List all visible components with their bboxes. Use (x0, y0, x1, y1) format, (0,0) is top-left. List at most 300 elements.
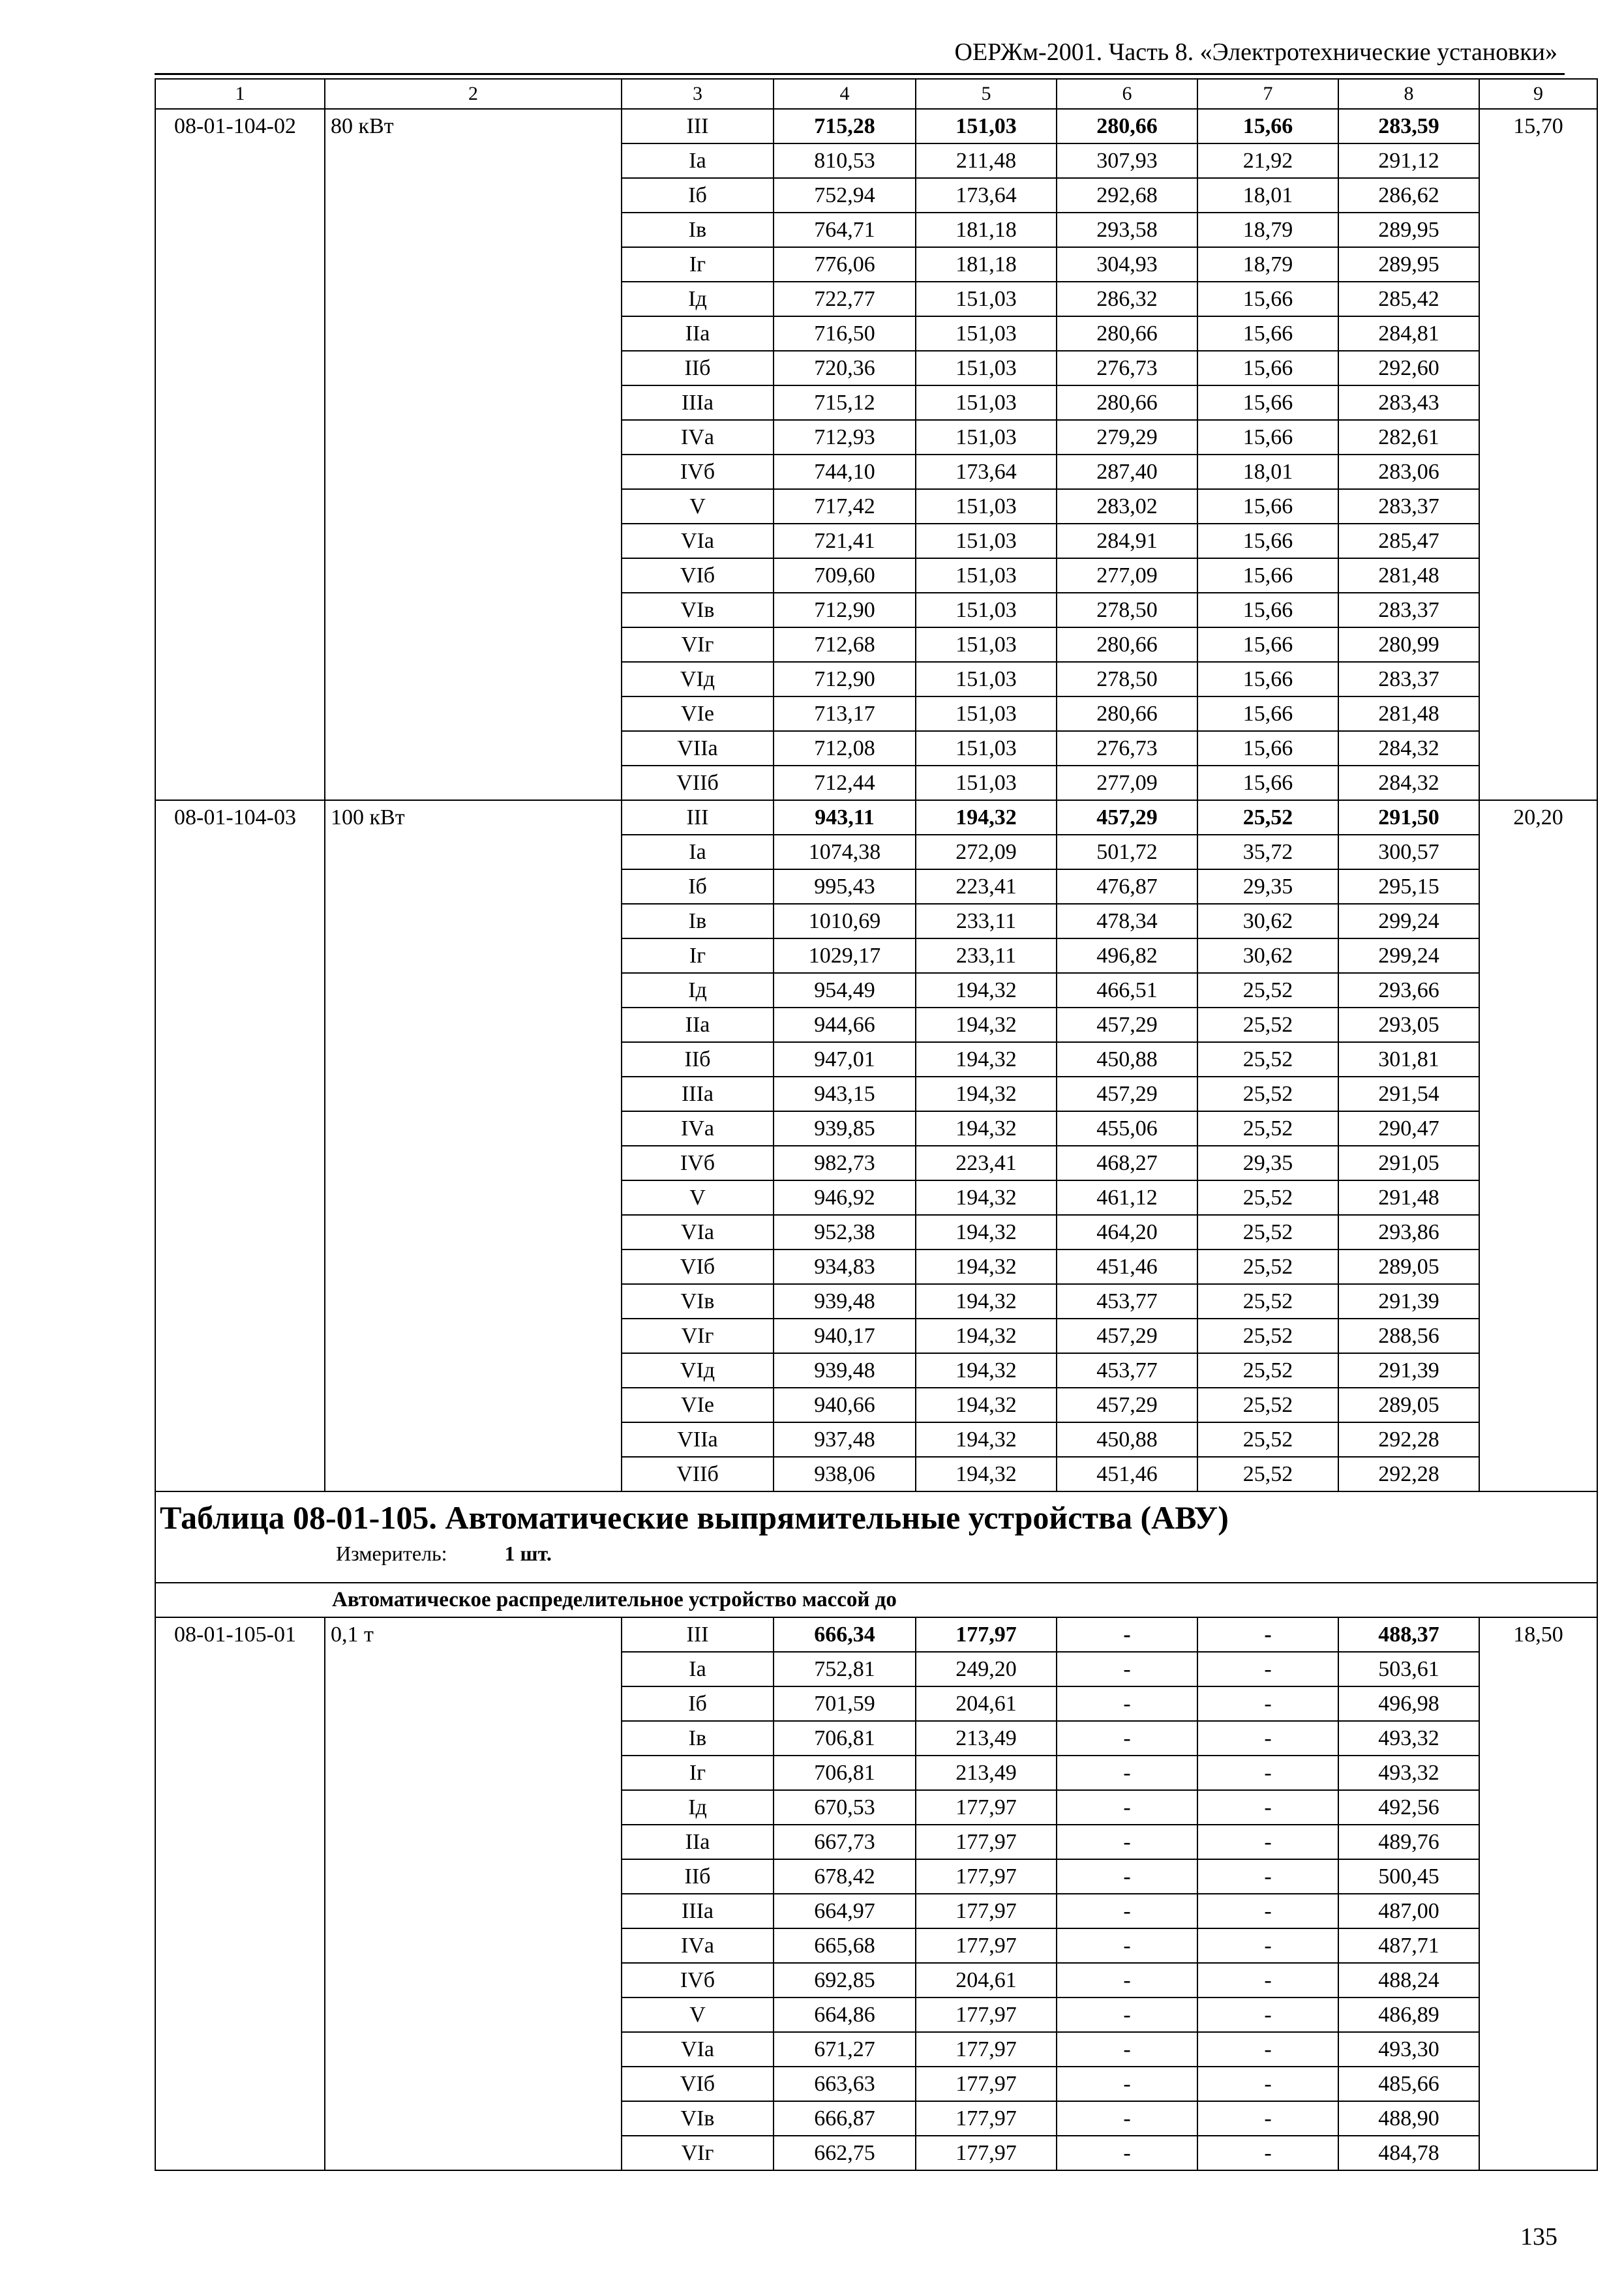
zone-cell: III (622, 1617, 774, 1652)
value-cell: 764,71 (774, 213, 916, 247)
value-cell: 194,32 (916, 1077, 1057, 1111)
value-cell: 503,61 (1338, 1652, 1479, 1686)
value-cell: 291,12 (1338, 143, 1479, 178)
zone-cell: Iа (622, 1652, 774, 1686)
value-cell: - (1057, 1894, 1197, 1928)
zone-cell: V (622, 1997, 774, 2032)
rate-description: 0,1 т (325, 1617, 622, 2170)
value-cell: - (1197, 1721, 1338, 1756)
zone-cell: V (622, 489, 774, 524)
value-cell: 461,12 (1057, 1180, 1197, 1215)
value-cell: 30,62 (1197, 904, 1338, 938)
zone-cell: VIе (622, 1388, 774, 1422)
value-cell: - (1197, 1652, 1338, 1686)
value-cell: 15,66 (1197, 282, 1338, 316)
value-cell: 177,97 (916, 1997, 1057, 2032)
value-cell: 289,05 (1338, 1249, 1479, 1284)
value-cell: 715,12 (774, 385, 916, 420)
value-cell: 450,88 (1057, 1422, 1197, 1457)
value-cell: 15,66 (1197, 420, 1338, 455)
value-cell: 194,32 (916, 1457, 1057, 1491)
value-cell: - (1197, 1617, 1338, 1652)
zone-cell: Iб (622, 869, 774, 904)
value-cell: 457,29 (1057, 1008, 1197, 1042)
value-cell: 496,82 (1057, 938, 1197, 973)
table-105-caption-row (155, 1491, 1597, 1583)
value-cell: 292,28 (1338, 1457, 1479, 1491)
table-row (155, 1617, 1597, 1652)
value-cell: 451,46 (1057, 1457, 1197, 1491)
value-cell: - (1057, 1790, 1197, 1825)
value-cell: 484,78 (1338, 2136, 1479, 2170)
zone-cell: Iг (622, 938, 774, 973)
value-cell: - (1057, 1859, 1197, 1894)
table-105-subheading-row (155, 1583, 1597, 1617)
value-cell: 25,52 (1197, 1388, 1338, 1422)
value-cell: 194,32 (916, 1008, 1057, 1042)
value-cell: 291,48 (1338, 1180, 1479, 1215)
value-cell: 716,50 (774, 316, 916, 351)
zone-cell: VIе (622, 696, 774, 731)
table-row (155, 800, 1597, 835)
zone-cell: IVа (622, 1928, 774, 1963)
zone-cell: VIб (622, 1249, 774, 1284)
value-cell: 712,08 (774, 731, 916, 766)
value-cell: 666,87 (774, 2101, 916, 2136)
table-105-caption (155, 1491, 1597, 1583)
value-cell: 151,03 (916, 766, 1057, 800)
column-number: 7 (1197, 79, 1338, 109)
value-cell: 280,66 (1057, 696, 1197, 731)
zone-cell: VIа (622, 1215, 774, 1249)
zone-cell: VIIб (622, 766, 774, 800)
value-cell: 670,53 (774, 1790, 916, 1825)
value-cell: 937,48 (774, 1422, 916, 1457)
value-cell: 457,29 (1057, 800, 1197, 835)
zone-cell: Iд (622, 1790, 774, 1825)
value-cell: 177,97 (916, 1859, 1057, 1894)
zone-cell: Iа (622, 835, 774, 869)
zone-cell: Iб (622, 1686, 774, 1721)
value-cell: 25,52 (1197, 1180, 1338, 1215)
value-cell: 952,38 (774, 1215, 916, 1249)
value-cell: 722,77 (774, 282, 916, 316)
value-cell: 493,32 (1338, 1721, 1479, 1756)
value-cell: 810,53 (774, 143, 916, 178)
value-cell: 272,09 (916, 835, 1057, 869)
value-cell: 177,97 (916, 2136, 1057, 2170)
page-number: 135 (1520, 2223, 1557, 2251)
value-cell: 299,24 (1338, 938, 1479, 973)
value-cell: 25,52 (1197, 1249, 1338, 1284)
value-cell: 151,03 (916, 558, 1057, 593)
value-cell: 15,66 (1197, 351, 1338, 385)
value-cell: 29,35 (1197, 1146, 1338, 1180)
value-cell: 18,01 (1197, 455, 1338, 489)
value-cell: 288,56 (1338, 1319, 1479, 1353)
zone-cell: VIд (622, 1353, 774, 1388)
value-cell: 194,32 (916, 1042, 1057, 1077)
value-cell: 194,32 (916, 1215, 1057, 1249)
value-cell: 487,00 (1338, 1894, 1479, 1928)
value-cell: 25,52 (1197, 1284, 1338, 1319)
value-cell: 25,52 (1197, 1077, 1338, 1111)
zone-cell: VIд (622, 662, 774, 696)
value-cell: 665,68 (774, 1928, 916, 1963)
rates-table (155, 78, 1598, 2171)
value-cell: 151,03 (916, 524, 1057, 558)
value-cell: 25,52 (1197, 1457, 1338, 1491)
value-cell: 478,34 (1057, 904, 1197, 938)
value-cell: 671,27 (774, 2032, 916, 2067)
column-number: 6 (1057, 79, 1197, 109)
value-cell: 493,32 (1338, 1756, 1479, 1790)
value-cell: 15,66 (1197, 558, 1338, 593)
value-cell: 249,20 (916, 1652, 1057, 1686)
zone-cell: VIа (622, 524, 774, 558)
value-cell: 300,57 (1338, 835, 1479, 869)
value-cell: 286,62 (1338, 178, 1479, 213)
rate-value: 15,70 (1479, 109, 1597, 800)
value-cell: 194,32 (916, 973, 1057, 1008)
value-cell: 277,09 (1057, 766, 1197, 800)
rate-description: 100 кВт (325, 800, 622, 1491)
value-cell: 194,32 (916, 1353, 1057, 1388)
value-cell: 293,86 (1338, 1215, 1479, 1249)
value-cell: 213,49 (916, 1721, 1057, 1756)
value-cell: 283,02 (1057, 489, 1197, 524)
value-cell: 151,03 (916, 662, 1057, 696)
value-cell: 453,77 (1057, 1284, 1197, 1319)
value-cell: 466,51 (1057, 973, 1197, 1008)
column-number: 4 (774, 79, 916, 109)
zone-cell: Iд (622, 973, 774, 1008)
value-cell: - (1057, 1963, 1197, 1997)
value-cell: - (1057, 2101, 1197, 2136)
value-cell: 151,03 (916, 109, 1057, 143)
value-cell: 194,32 (916, 1249, 1057, 1284)
value-cell: 489,76 (1338, 1825, 1479, 1859)
value-cell: 934,83 (774, 1249, 916, 1284)
value-cell: 173,64 (916, 455, 1057, 489)
value-cell: 194,32 (916, 1388, 1057, 1422)
value-cell: 943,15 (774, 1077, 916, 1111)
value-cell: 25,52 (1197, 1042, 1338, 1077)
value-cell: 712,68 (774, 627, 916, 662)
zone-cell: IIIа (622, 1894, 774, 1928)
value-cell: 457,29 (1057, 1388, 1197, 1422)
value-cell: 280,99 (1338, 627, 1479, 662)
value-cell: 151,03 (916, 420, 1057, 455)
value-cell: 276,73 (1057, 351, 1197, 385)
value-cell: 25,52 (1197, 1008, 1338, 1042)
value-cell: 492,56 (1338, 1790, 1479, 1825)
value-cell: 35,72 (1197, 835, 1338, 869)
value-cell: 21,92 (1197, 143, 1338, 178)
value-cell: 712,93 (774, 420, 916, 455)
value-cell: 151,03 (916, 696, 1057, 731)
value-cell: 283,37 (1338, 489, 1479, 524)
zone-cell: Iб (622, 178, 774, 213)
value-cell: - (1057, 1928, 1197, 1963)
value-cell: - (1197, 1928, 1338, 1963)
value-cell: 151,03 (916, 351, 1057, 385)
value-cell: 943,11 (774, 800, 916, 835)
value-cell: 488,90 (1338, 2101, 1479, 2136)
value-cell: 151,03 (916, 489, 1057, 524)
value-cell: - (1197, 1825, 1338, 1859)
value-cell: 946,92 (774, 1180, 916, 1215)
value-cell: 493,30 (1338, 2032, 1479, 2067)
value-cell: 299,24 (1338, 904, 1479, 938)
value-cell: 293,05 (1338, 1008, 1479, 1042)
value-cell: 295,15 (1338, 869, 1479, 904)
value-cell: 709,60 (774, 558, 916, 593)
value-cell: - (1057, 2136, 1197, 2170)
value-cell: 292,68 (1057, 178, 1197, 213)
value-cell: - (1197, 1790, 1338, 1825)
zone-cell: III (622, 800, 774, 835)
value-cell: 283,59 (1338, 109, 1479, 143)
zone-cell: VIIа (622, 731, 774, 766)
value-cell: 476,87 (1057, 869, 1197, 904)
value-cell: 776,06 (774, 247, 916, 282)
value-cell: 291,39 (1338, 1284, 1479, 1319)
value-cell: 283,43 (1338, 385, 1479, 420)
value-cell: 664,86 (774, 1997, 916, 2032)
value-cell: 25,52 (1197, 973, 1338, 1008)
unit-label: Измеритель: (336, 1542, 447, 1565)
zone-cell: Iг (622, 1756, 774, 1790)
table-105-subheading: Автоматическое распределительное устройство массой до (155, 1583, 1597, 1617)
column-number: 8 (1338, 79, 1479, 109)
value-cell: 283,37 (1338, 593, 1479, 627)
value-cell: 280,66 (1057, 316, 1197, 351)
value-cell: - (1197, 2032, 1338, 2067)
value-cell: 291,39 (1338, 1353, 1479, 1388)
value-cell: 177,97 (916, 1894, 1057, 1928)
zone-cell: III (622, 109, 774, 143)
value-cell: 292,60 (1338, 351, 1479, 385)
value-cell: 194,32 (916, 1422, 1057, 1457)
value-cell: 213,49 (916, 1756, 1057, 1790)
zone-cell: V (622, 1180, 774, 1215)
value-cell: 284,32 (1338, 731, 1479, 766)
value-cell: 25,52 (1197, 1215, 1338, 1249)
zone-cell: IIа (622, 1825, 774, 1859)
zone-cell: Iг (622, 247, 774, 282)
value-cell: - (1197, 1894, 1338, 1928)
value-cell: 151,03 (916, 731, 1057, 766)
value-cell: - (1197, 2136, 1338, 2170)
value-cell: 488,37 (1338, 1617, 1479, 1652)
value-cell: 151,03 (916, 385, 1057, 420)
value-cell: 15,66 (1197, 766, 1338, 800)
value-cell: 301,81 (1338, 1042, 1479, 1077)
value-cell: 289,95 (1338, 213, 1479, 247)
value-cell: 293,66 (1338, 973, 1479, 1008)
value-cell: 292,28 (1338, 1422, 1479, 1457)
value-cell: 15,66 (1197, 731, 1338, 766)
value-cell: 173,64 (916, 178, 1057, 213)
value-cell: - (1197, 1686, 1338, 1721)
value-cell: 464,20 (1057, 1215, 1197, 1249)
value-cell: 457,29 (1057, 1077, 1197, 1111)
value-cell: 940,66 (774, 1388, 916, 1422)
value-cell: 277,09 (1057, 558, 1197, 593)
value-cell: - (1057, 1756, 1197, 1790)
value-cell: 25,52 (1197, 1319, 1338, 1353)
column-number: 9 (1479, 79, 1597, 109)
value-cell: 304,93 (1057, 247, 1197, 282)
value-cell: 287,40 (1057, 455, 1197, 489)
rate-description: 80 кВт (325, 109, 622, 800)
value-cell: 939,48 (774, 1284, 916, 1319)
value-cell: 944,66 (774, 1008, 916, 1042)
value-cell: 500,45 (1338, 1859, 1479, 1894)
rate-code: 08-01-104-02 (155, 109, 325, 800)
value-cell: 290,47 (1338, 1111, 1479, 1146)
rate-code: 08-01-105-01 (155, 1617, 325, 2170)
zone-cell: VIIа (622, 1422, 774, 1457)
value-cell: 501,72 (1057, 835, 1197, 869)
column-number-row (155, 79, 1597, 109)
value-cell: - (1197, 1963, 1338, 1997)
value-cell: 204,61 (916, 1963, 1057, 1997)
value-cell: 15,66 (1197, 662, 1338, 696)
column-number: 1 (155, 79, 325, 109)
zone-cell: IIIа (622, 385, 774, 420)
value-cell: 706,81 (774, 1721, 916, 1756)
value-cell: 177,97 (916, 2032, 1057, 2067)
value-cell: 1010,69 (774, 904, 916, 938)
value-cell: - (1057, 1617, 1197, 1652)
value-cell: 717,42 (774, 489, 916, 524)
zone-cell: IVа (622, 1111, 774, 1146)
running-header: ОЕРЖм-2001. Часть 8. «Электротехнические установки» (954, 38, 1557, 66)
value-cell: 283,06 (1338, 455, 1479, 489)
zone-cell: VIв (622, 1284, 774, 1319)
value-cell: 485,66 (1338, 2067, 1479, 2101)
value-cell: - (1197, 2067, 1338, 2101)
value-cell: 151,03 (916, 593, 1057, 627)
value-cell: 281,48 (1338, 696, 1479, 731)
value-cell: 496,98 (1338, 1686, 1479, 1721)
zone-cell: VIг (622, 2136, 774, 2170)
value-cell: 286,32 (1057, 282, 1197, 316)
value-cell: 721,41 (774, 524, 916, 558)
value-cell: 194,32 (916, 800, 1057, 835)
value-cell: 712,90 (774, 662, 916, 696)
zone-cell: IVб (622, 1963, 774, 1997)
value-cell: 284,32 (1338, 766, 1479, 800)
value-cell: 293,58 (1057, 213, 1197, 247)
value-cell: - (1057, 1825, 1197, 1859)
value-cell: 453,77 (1057, 1353, 1197, 1388)
value-cell: - (1057, 1721, 1197, 1756)
value-cell: 451,46 (1057, 1249, 1197, 1284)
value-cell: 954,49 (774, 973, 916, 1008)
zone-cell: IIб (622, 1859, 774, 1894)
value-cell: 450,88 (1057, 1042, 1197, 1077)
value-cell: 194,32 (916, 1180, 1057, 1215)
value-cell: 307,93 (1057, 143, 1197, 178)
value-cell: 284,81 (1338, 316, 1479, 351)
value-cell: 15,66 (1197, 627, 1338, 662)
value-cell: 289,05 (1338, 1388, 1479, 1422)
value-cell: 752,81 (774, 1652, 916, 1686)
zone-cell: IIа (622, 316, 774, 351)
zone-cell: IIа (622, 1008, 774, 1042)
value-cell: 18,79 (1197, 213, 1338, 247)
value-cell: 18,79 (1197, 247, 1338, 282)
value-cell: 194,32 (916, 1319, 1057, 1353)
value-cell: 181,18 (916, 213, 1057, 247)
value-cell: 938,06 (774, 1457, 916, 1491)
value-cell: 223,41 (916, 1146, 1057, 1180)
value-cell: 30,62 (1197, 938, 1338, 973)
zone-cell: VIв (622, 593, 774, 627)
value-cell: 939,48 (774, 1353, 916, 1388)
value-cell: 278,50 (1057, 662, 1197, 696)
unit-line (160, 1540, 1593, 1566)
zone-cell: IVб (622, 1146, 774, 1180)
value-cell: 667,73 (774, 1825, 916, 1859)
value-cell: 281,48 (1338, 558, 1479, 593)
value-cell: 278,50 (1057, 593, 1197, 627)
zone-cell: VIIб (622, 1457, 774, 1491)
value-cell: 177,97 (916, 1617, 1057, 1652)
value-cell: 664,97 (774, 1894, 916, 1928)
value-cell: 25,52 (1197, 800, 1338, 835)
value-cell: 752,94 (774, 178, 916, 213)
zone-cell: Iв (622, 213, 774, 247)
value-cell: 283,37 (1338, 662, 1479, 696)
zone-cell: IIб (622, 351, 774, 385)
value-cell: 151,03 (916, 316, 1057, 351)
zone-cell: VIг (622, 1319, 774, 1353)
zone-cell: Iд (622, 282, 774, 316)
value-cell: 468,27 (1057, 1146, 1197, 1180)
value-cell: 486,89 (1338, 1997, 1479, 2032)
value-cell: 712,44 (774, 766, 916, 800)
value-cell: - (1197, 1859, 1338, 1894)
zone-cell: VIв (622, 2101, 774, 2136)
value-cell: 982,73 (774, 1146, 916, 1180)
zone-cell: IVа (622, 420, 774, 455)
value-cell: 692,85 (774, 1963, 916, 1997)
value-cell: 291,54 (1338, 1077, 1479, 1111)
value-cell: 284,91 (1057, 524, 1197, 558)
value-cell: 712,90 (774, 593, 916, 627)
zone-cell: Iв (622, 904, 774, 938)
value-cell: - (1057, 2067, 1197, 2101)
value-cell: - (1057, 2032, 1197, 2067)
value-cell: 291,50 (1338, 800, 1479, 835)
value-cell: 29,35 (1197, 869, 1338, 904)
value-cell: 1074,38 (774, 835, 916, 869)
value-cell: 720,36 (774, 351, 916, 385)
rate-code: 08-01-104-03 (155, 800, 325, 1491)
value-cell: - (1197, 2101, 1338, 2136)
value-cell: 940,17 (774, 1319, 916, 1353)
value-cell: 947,01 (774, 1042, 916, 1077)
value-cell: 223,41 (916, 869, 1057, 904)
value-cell: 291,05 (1338, 1146, 1479, 1180)
zone-cell: IVб (622, 455, 774, 489)
value-cell: 715,28 (774, 109, 916, 143)
value-cell: 194,32 (916, 1111, 1057, 1146)
